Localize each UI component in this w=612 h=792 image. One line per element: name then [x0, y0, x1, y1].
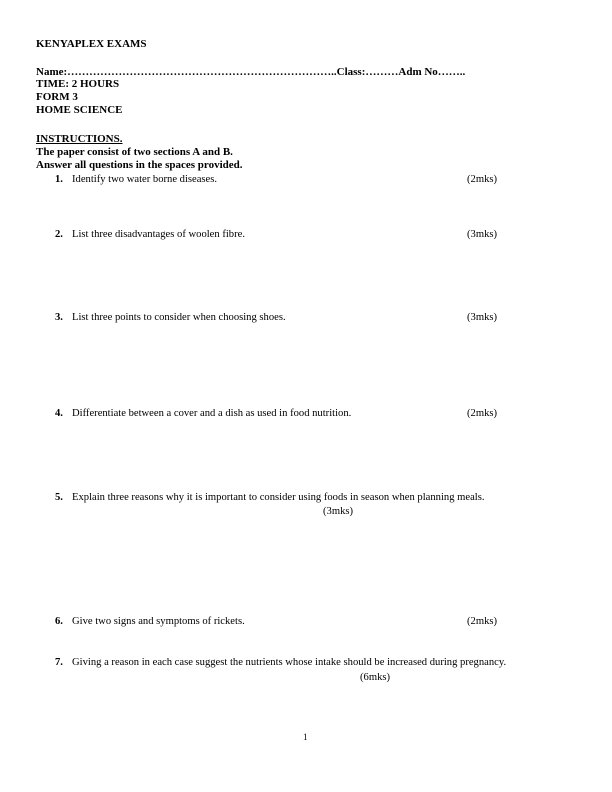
question-marks: (2mks) — [467, 616, 498, 627]
question-text: Identify two water borne diseases. — [72, 174, 218, 185]
question-number: 6. — [55, 616, 63, 627]
exam-form: FORM 3 — [36, 91, 78, 103]
exam-time: TIME: 2 HOURS — [36, 78, 120, 90]
question-4 — [0, 408, 612, 422]
question-text: List three points to consider when choosing shoes. — [72, 312, 286, 323]
instructions-title: INSTRUCTIONS. — [36, 133, 123, 145]
question-6 — [0, 616, 612, 630]
instruction-line: Answer all questions in the spaces provided. — [36, 159, 243, 171]
question-marks: (2mks) — [467, 408, 498, 419]
question-number: 1. — [55, 174, 63, 185]
student-details-line: Name:………………………………………………………………..Class:………Adm No…….. — [36, 66, 466, 78]
question-marks: (3mks) — [323, 506, 354, 517]
question-7 — [0, 657, 612, 685]
question-number: 3. — [55, 312, 63, 323]
exam-organization: KENYAPLEX EXAMS — [36, 38, 147, 50]
question-marks: (3mks) — [467, 312, 498, 323]
question-number: 7. — [55, 657, 63, 668]
question-marks: (3mks) — [467, 229, 498, 240]
question-2 — [0, 229, 612, 243]
question-text: Giving a reason in each case suggest the nutrients whose intake should be increased during pregnancy. — [72, 657, 507, 668]
instruction-line: The paper consist of two sections A and B. — [36, 146, 233, 158]
question-text: Differentiate between a cover and a dish as used in food nutrition. — [72, 408, 352, 419]
exam-subject: HOME SCIENCE — [36, 104, 123, 116]
question-number: 4. — [55, 408, 63, 419]
question-number: 5. — [55, 492, 63, 503]
question-number: 2. — [55, 229, 63, 240]
question-marks: (6mks) — [360, 672, 391, 683]
question-3 — [0, 312, 612, 326]
question-5 — [0, 492, 612, 520]
page-number: 1 — [303, 732, 308, 742]
question-marks: (2mks) — [467, 174, 498, 185]
question-text: Explain three reasons why it is important to consider using foods in season when planning meals. — [72, 492, 485, 503]
question-text: Give two signs and symptoms of rickets. — [72, 616, 245, 627]
question-1 — [0, 174, 612, 188]
question-text: List three disadvantages of woolen fibre. — [72, 229, 245, 240]
